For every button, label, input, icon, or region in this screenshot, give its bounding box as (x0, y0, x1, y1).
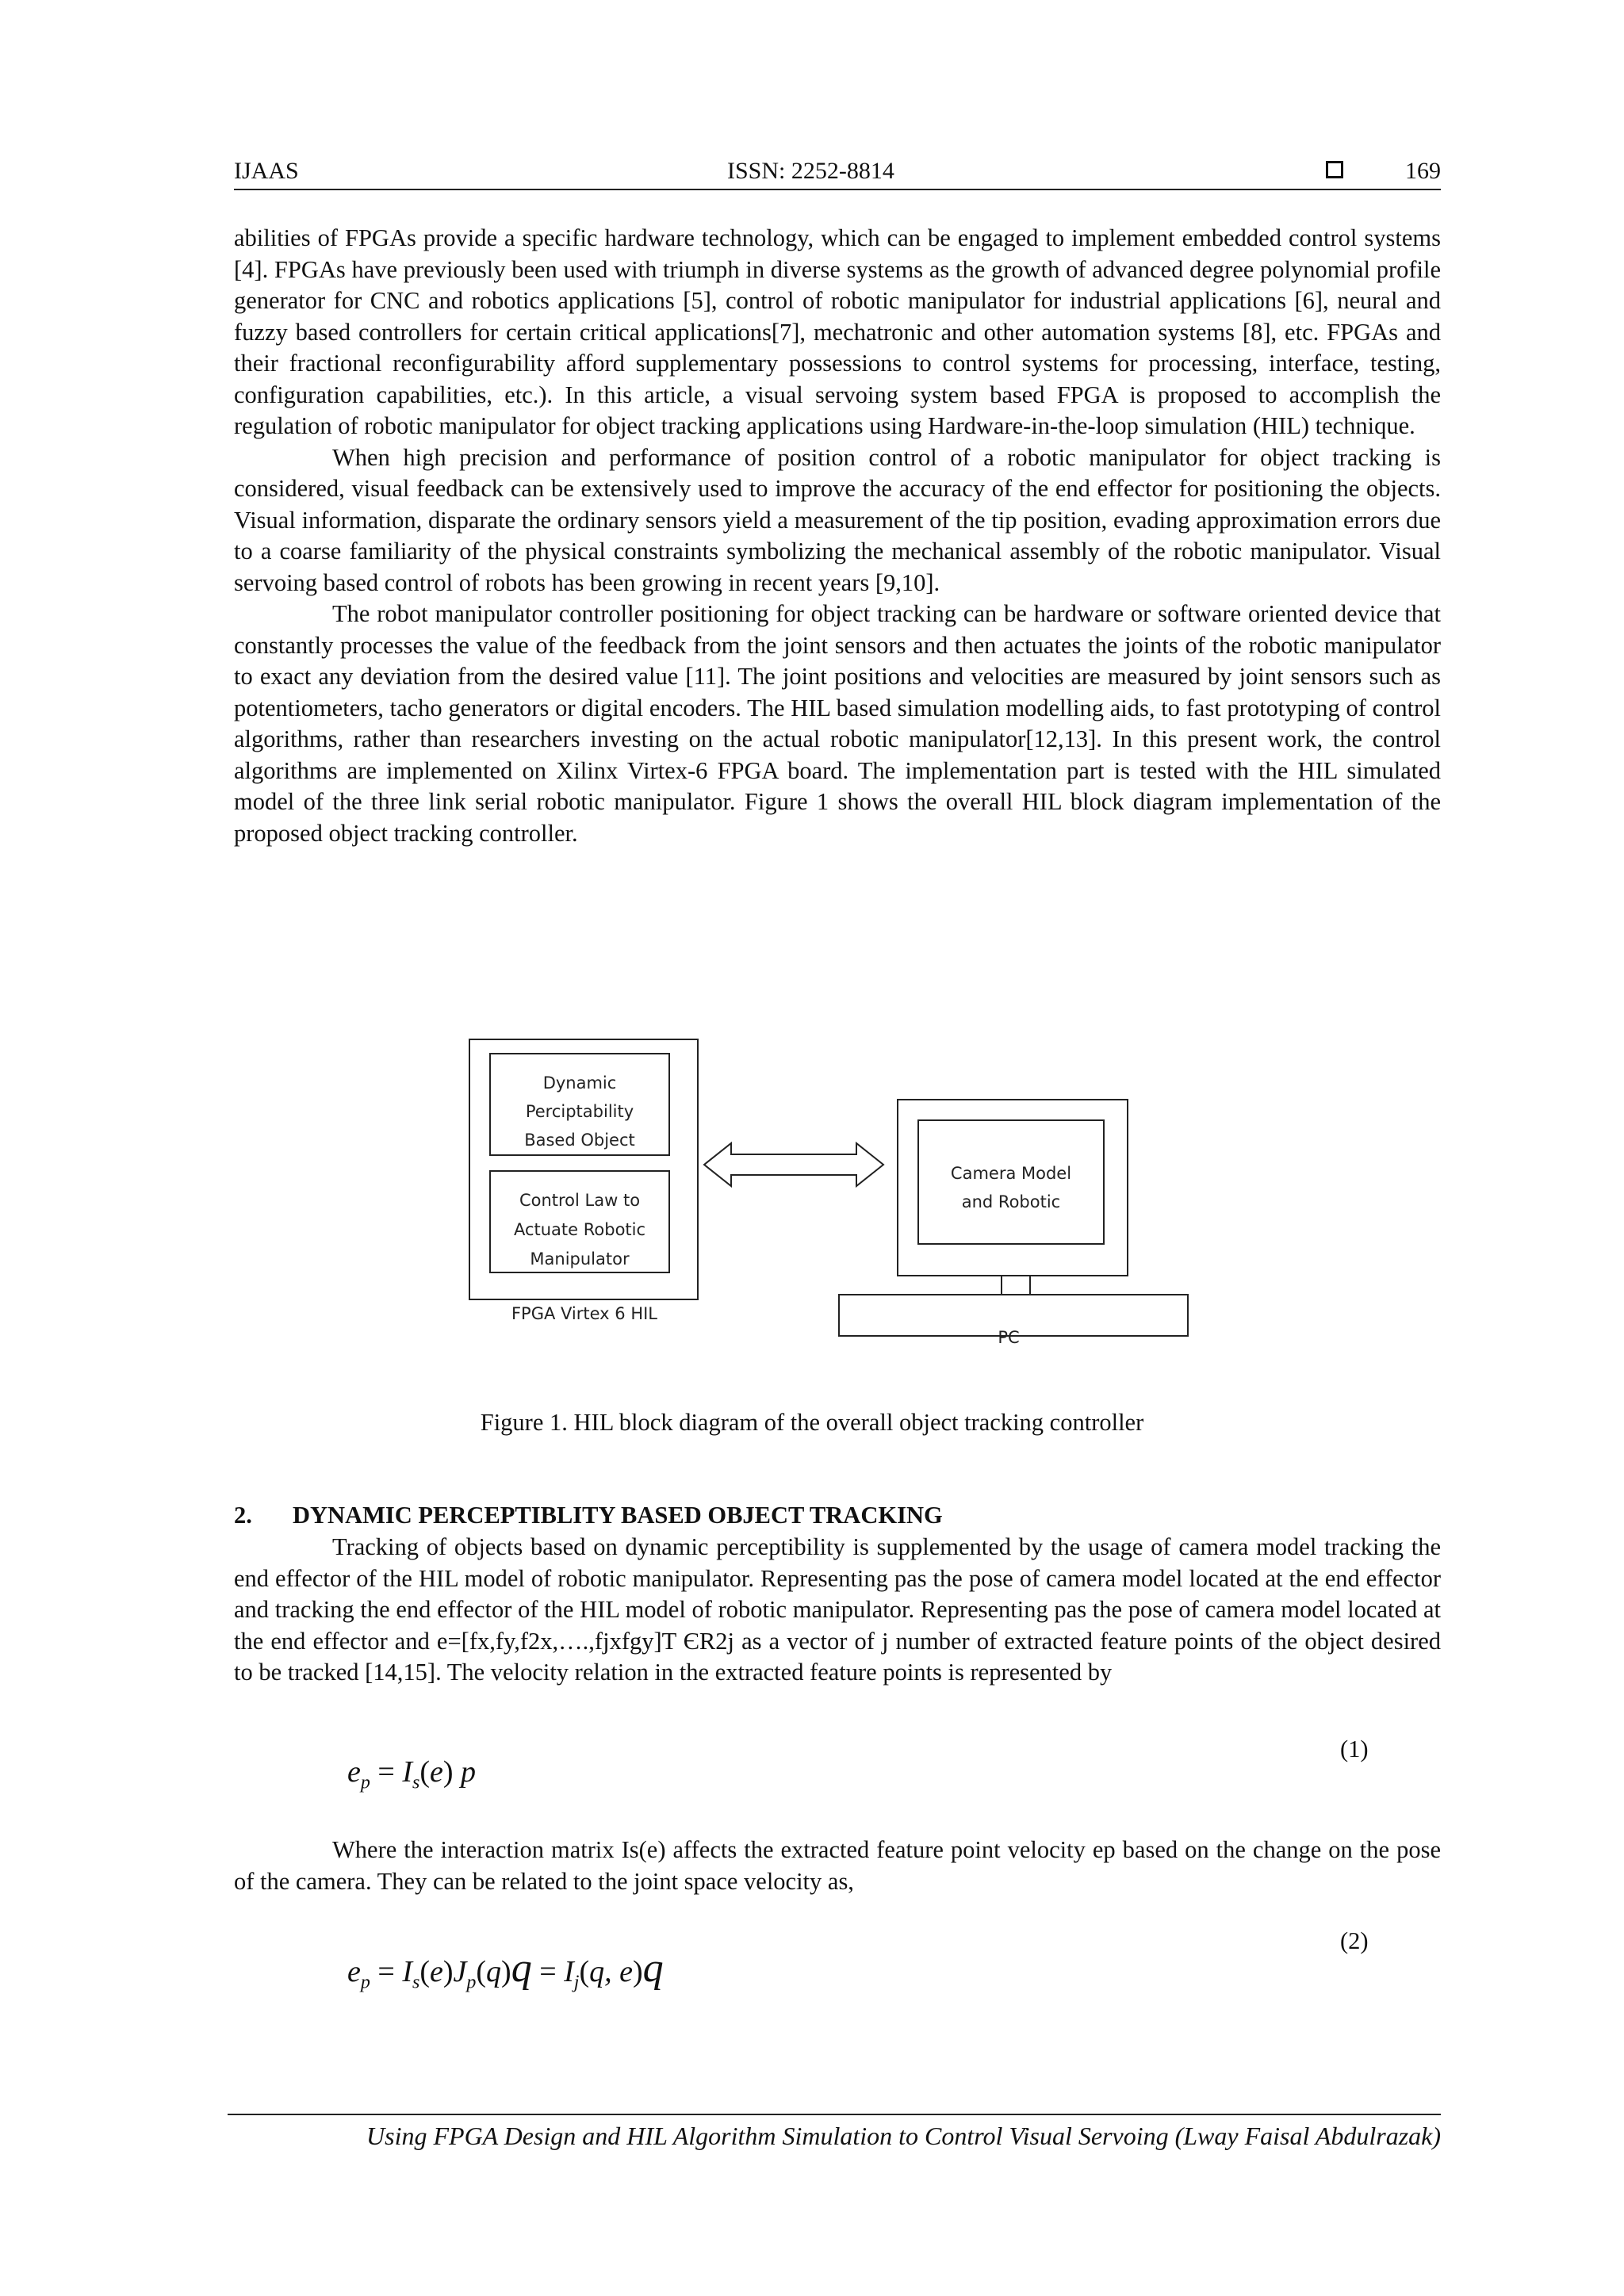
equation-1: $e_p = I_s(e)$ p (347, 1755, 476, 1793)
block-text: Control Law to (519, 1191, 641, 1210)
bidirectional-arrow-icon (704, 1143, 883, 1186)
hil-block-diagram (460, 1035, 1205, 1368)
body-text (234, 223, 1441, 849)
pc-label: PC (998, 1328, 1020, 1347)
page-header (234, 157, 1441, 190)
section-heading (234, 1501, 943, 1529)
journal-name: IJAAS (234, 158, 299, 184)
equation-2-number: (2) (1340, 1927, 1369, 1954)
paragraph: When high precision and performance of position control of a robotic manipulator for object tracking is considered, visual feedback can be extensively used to improve the accuracy of the end effector for positioning the objects. Visual information, disparate the ordinary sensors yield a measurement of the tip position, evading approximation errors due to a coarse familiarity of the physical constraints symbolizing the mechanical assembly of the robotic manipulator. Visual servoing based control of robots has been growing in recent years [9,10]. (234, 443, 1441, 596)
block-text: Manipulator (530, 1249, 630, 1269)
section-paragraph-1 (234, 1532, 1441, 1689)
block-text: Perciptability (525, 1102, 634, 1121)
page-number: 169 (1405, 158, 1441, 184)
block-text: Actuate Robotic (513, 1220, 646, 1239)
section-title: DYNAMIC PERCEPTIBLITY BASED OBJECT TRACKING (293, 1502, 943, 1529)
paragraph: abilities of FPGAs provide a specific hardware technology, which can be engaged to implement embedded control systems [4]. FPGAs have previously been used with triumph in diverse systems as the growth of advanced degree polynomial profile generator for CNC and robotics applications [5], control of robotic manipulator for industrial applications [6], neural and fuzzy based controllers for certain critical applications[7], mechatronic and other automation systems [8], etc. FPGAs and their fractional reconfigurability afford supplementary possessions to control systems for processing, interface, testing, configuration capabilities, etc.). In this article, a visual servoing system based FPGA is proposed to accomplish the regulation of robotic manipulator for object tracking applications using Hardware-in-the-loop simulation (HIL) technique. (234, 224, 1441, 439)
block-text: Dynamic (542, 1073, 617, 1093)
fpga-label: FPGA Virtex 6 HIL (511, 1304, 658, 1323)
square-bullet-icon (1326, 161, 1343, 178)
paragraph: The robot manipulator controller positioning for object tracking can be hardware or software oriented device that constantly processes the value of the feedback from the joint sensors and then actuates the joints of the robotic manipulator to exact any deviation from the desired value [11]. The joint positions and velocities are measured by joint sensors such as potentiometers, tacho generators or digital encoders. The HIL based simulation modelling aids, to fast prototyping of control algorithms, rather than researchers investing on the actual robotic manipulator[12,13]. In this present work, the control algorithms are implemented on Xilinx Virtex-6 FPGA board. The implementation part is tested with the HIL simulated model of the three link serial robotic manipulator. Figure 1 shows the overall HIL block diagram implementation of the proposed object tracking controller. (234, 600, 1441, 847)
equation-1-number: (1) (1340, 1735, 1369, 1762)
footer-rule (228, 2114, 1441, 2115)
figure-caption: Figure 1. HIL block diagram of the overall object tracking controller (480, 1409, 1144, 1436)
block-text: Based Object (524, 1131, 635, 1150)
section-paragraph-2 (234, 1835, 1441, 1897)
issn: ISSN: 2252-8814 (727, 158, 894, 184)
paragraph: Tracking of objects based on dynamic perceptibility is supplemented by the usage of camera model tracking the end effector of the HIL model of robotic manipulator. Representing pas the pose of camera model located at the end effector and tracking the end effector of the HIL model of robotic manipulator. Representing pas the pose of camera model located at the end effector and e=[fx,fy,f2x,….,fjxfgy]T ЄR2j as a vector of j number of extracted feature points of the object desired to be tracked [14,15]. The velocity relation in the extracted feature points is represented by (234, 1533, 1441, 1686)
equation-2: $e_p = I_s(e)J_p(q)q = I_j(q$, e)q (347, 1946, 664, 1993)
pc-stand (1002, 1276, 1030, 1295)
paragraph: Where the interaction matrix Is(e) affects the extracted feature point velocity ep based on the change on the pose of the camera. They can be related to the joint space velocity as, (234, 1836, 1441, 1895)
screen-text: and Robotic (961, 1192, 1061, 1211)
screen-text: Camera Model (950, 1164, 1072, 1183)
running-footer: Using FPGA Design and HIL Algorithm Simulation to Control Visual Servoing (Lway Faisal Abdulrazak) (366, 2122, 1441, 2150)
section-number: 2. (234, 1502, 252, 1529)
pc-monitor (898, 1100, 1128, 1276)
